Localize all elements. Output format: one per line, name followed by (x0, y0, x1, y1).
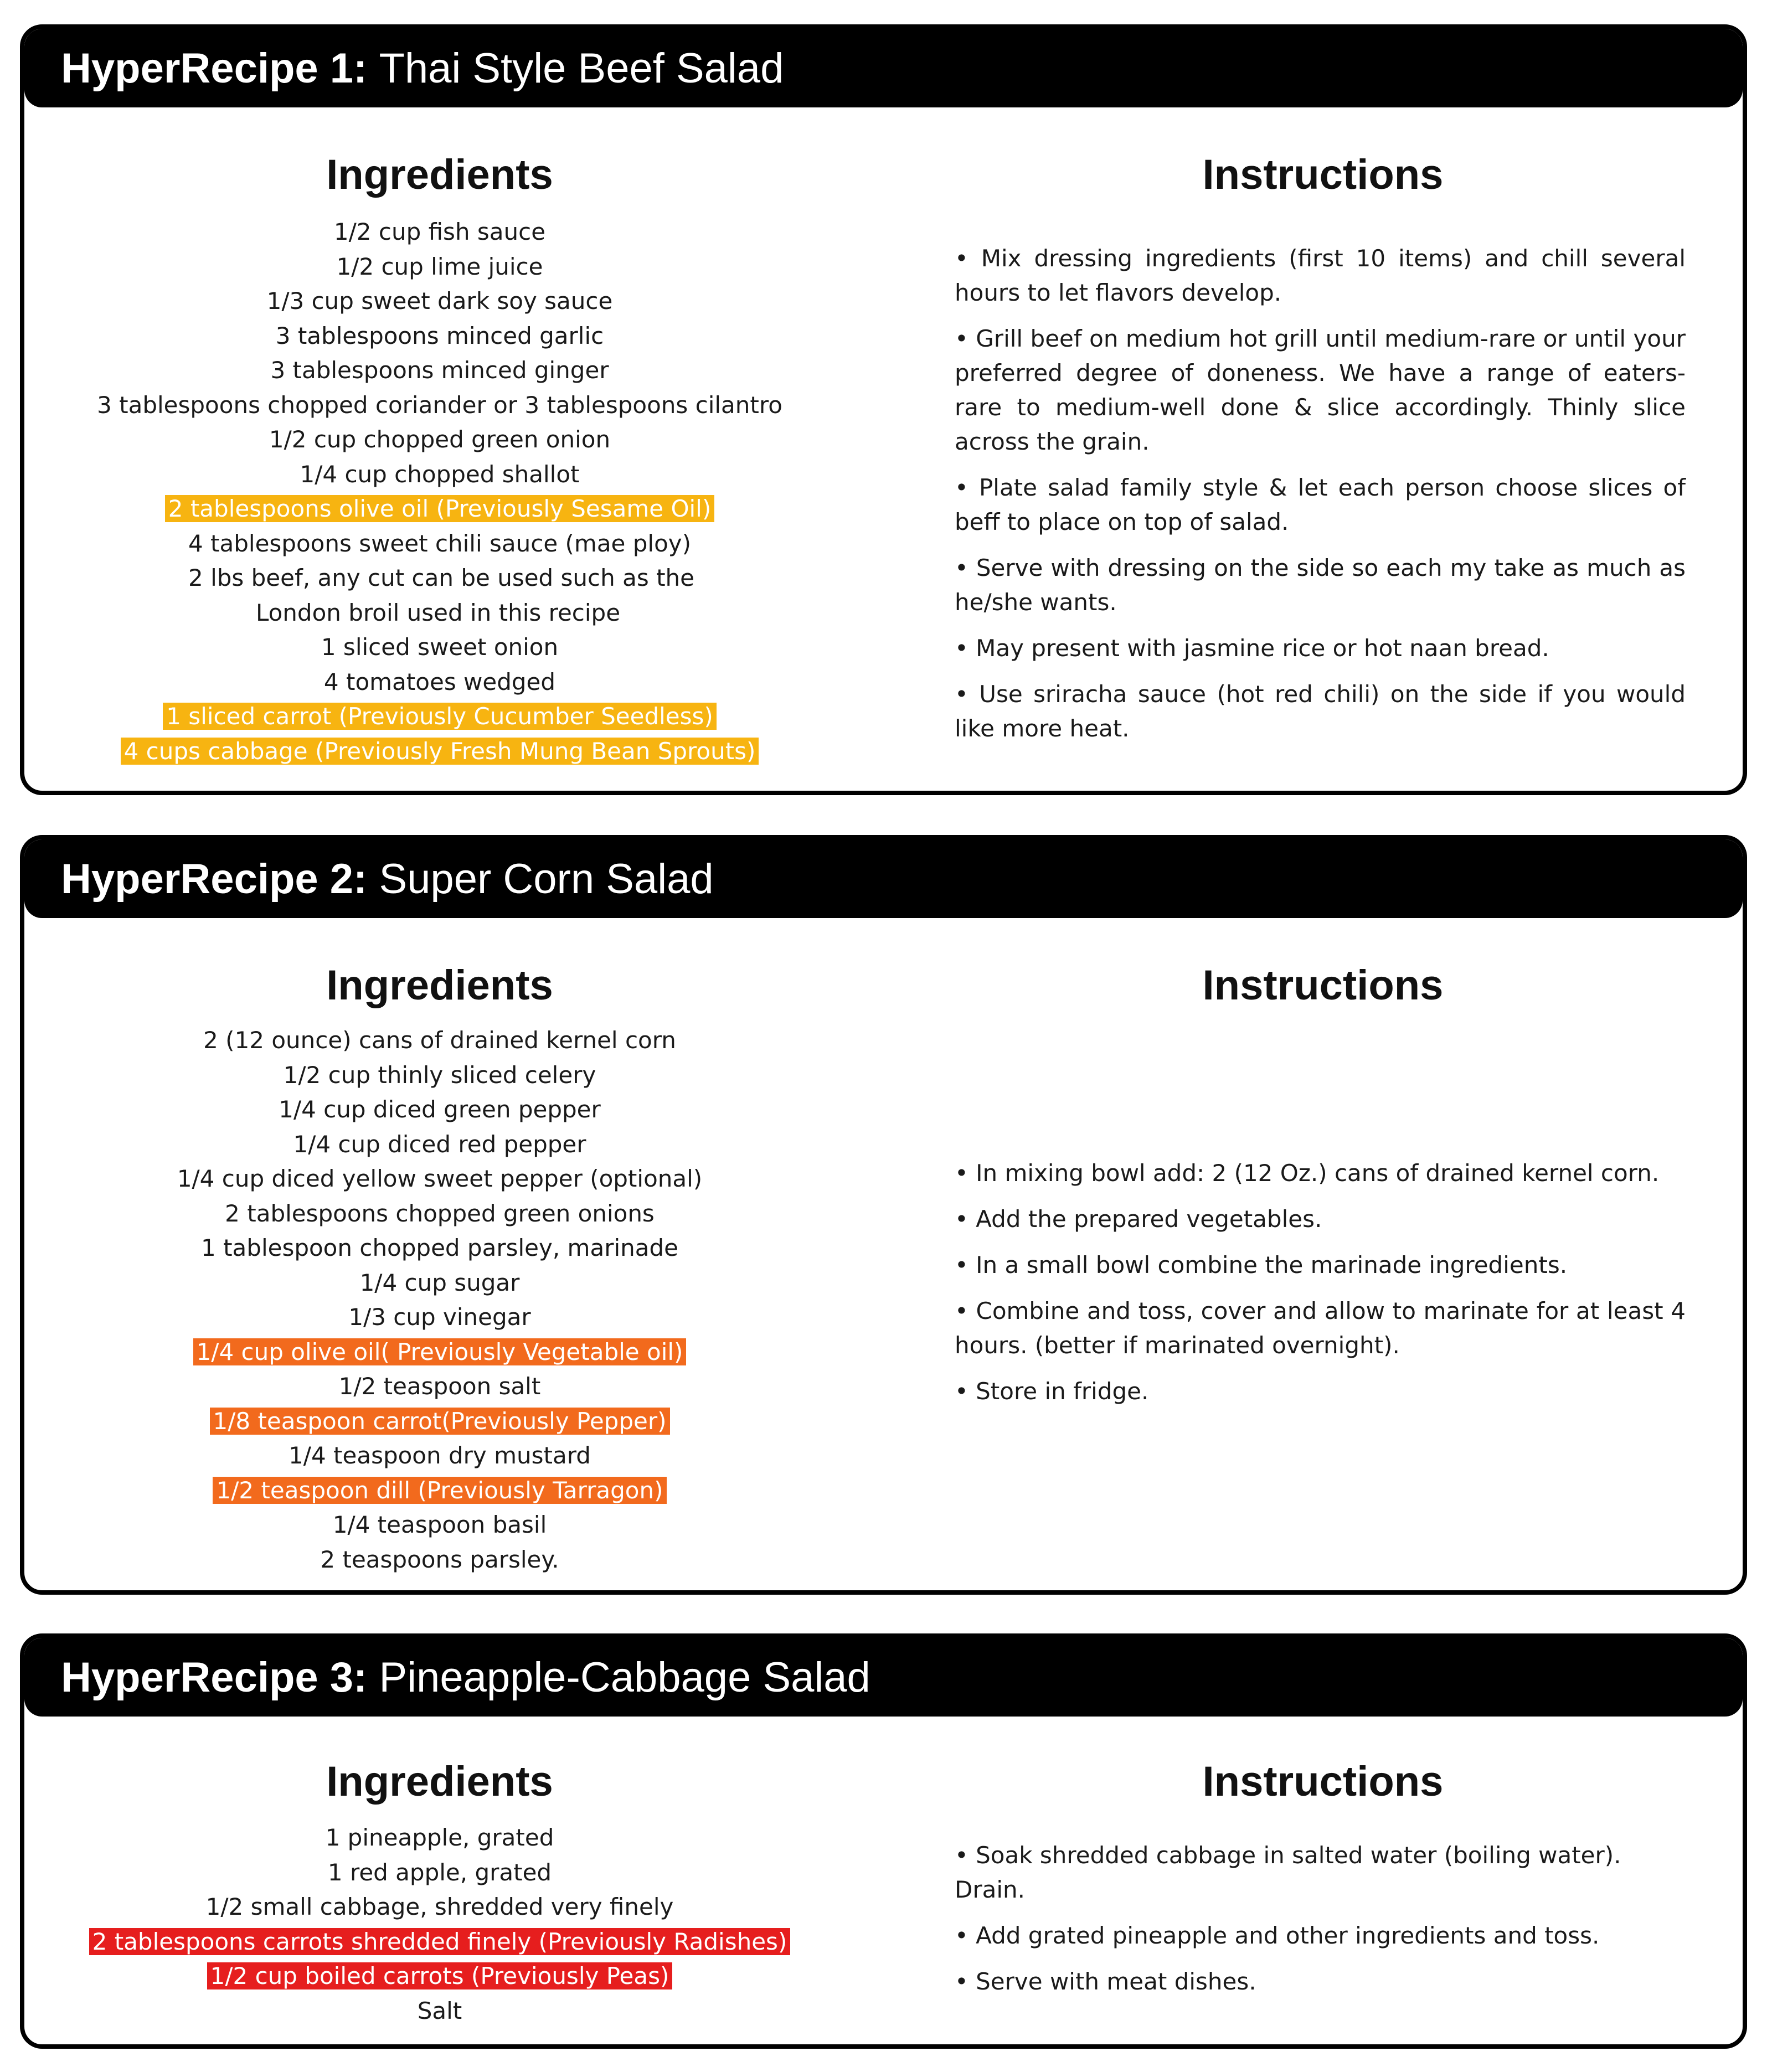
recipe-number: HyperRecipe 3: (61, 1653, 368, 1701)
ingredient-item: 1/4 cup diced red pepper (293, 1130, 586, 1158)
ingredient-item: 1/4 cup sugar (359, 1269, 520, 1296)
ingredients-column (24, 962, 855, 1577)
recipe-card-1 (20, 24, 1747, 795)
bullet-icon (955, 245, 981, 272)
ingredients-list (24, 1821, 855, 2028)
ingredient-item: 3 tablespoons minced ginger (270, 357, 609, 384)
ingredients-heading: Ingredients (326, 1758, 553, 1805)
ingredient-item-substituted: 1/8 teaspoon carrot(Previously Pepper) (24, 1404, 855, 1439)
ingredient-item: 2 (12 ounce) cans of drained kernel corn (203, 1027, 676, 1054)
recipe-header (24, 839, 1743, 918)
ingredient-item: 2 lbs beef, any cut can be used such as the London broil used in this recipe (188, 564, 695, 626)
ingredient-item-substituted: 2 tablespoons carrots shredded finely (Previously Radishes) (24, 1925, 855, 1960)
instruction-step: • Add grated pineapple and other ingredients and toss. (955, 1919, 1686, 1953)
ingredient-item: 1/2 cup fish sauce (333, 218, 546, 245)
bullet-icon (955, 681, 979, 708)
ingredient-item: 1/3 cup vinegar (348, 1303, 531, 1331)
bullet-icon (955, 1159, 976, 1187)
ingredient-item: 1/4 cup chopped shallot (300, 460, 580, 488)
recipe-card-3 (20, 1633, 1747, 2049)
recipe-title: Super Corn Salad (379, 855, 714, 903)
bullet-icon (955, 1378, 976, 1405)
ingredient-item-substituted: 1/2 teaspoon dill (Previously Tarragon) (24, 1473, 855, 1508)
ingredient-item: 1 tablespoon chopped parsley, marinade (201, 1234, 678, 1261)
ingredient-item: 3 tablespoons minced garlic (275, 322, 604, 349)
recipe-title: Thai Style Beef Salad (379, 44, 784, 92)
recipe-card-2 (20, 835, 1747, 1595)
bullet-icon (955, 1922, 976, 1949)
ingredient-item: 1/4 teaspoon basil (332, 1511, 547, 1538)
ingredient-item-substituted: 1/4 cup olive oil( Previously Vegetable oil) (24, 1335, 855, 1370)
bullet-icon (955, 1205, 976, 1233)
ingredient-item: 2 tablespoons chopped green onions (225, 1199, 655, 1227)
instruction-step: • Combine and toss, cover and allow to marinate for at least 4 hours. (better if marinated overnight). (955, 1294, 1686, 1363)
ingredients-column (24, 1758, 855, 2028)
recipe-header (24, 1638, 1743, 1717)
ingredient-item: 1/2 cup lime juice (336, 252, 543, 280)
ingredient-item: 1 sliced sweet onion (321, 633, 559, 661)
instruction-step: • Use sriracha sauce (hot red chili) on the side if you would like more heat. (955, 677, 1686, 746)
ingredient-item: 1 pineapple, grated (325, 1824, 554, 1851)
recipe-number: HyperRecipe 1: (61, 44, 368, 92)
ingredient-item: 1 red apple, grated (327, 1858, 552, 1886)
bullet-icon (955, 325, 976, 352)
ingredients-list (24, 215, 855, 769)
recipe-title: Pineapple-Cabbage Salad (379, 1653, 870, 1701)
ingredient-item: 1/4 teaspoon dry mustard (289, 1442, 591, 1469)
instructions-heading: Instructions (1202, 1758, 1444, 1805)
ingredient-item: 1/3 cup sweet dark soy sauce (266, 287, 613, 315)
instruction-step: • Grill beef on medium hot grill until medium-rare or until your preferred degree of doneness. We have a range of eaters- rare to medium-well done & slice accordingly. Thinly slice across the grain. (955, 322, 1686, 459)
ingredient-item-substituted: 1/2 cup boiled carrots (Previously Peas) (24, 1959, 855, 1994)
ingredient-item-substituted: 2 tablespoons olive oil (Previously Sesame Oil) (24, 492, 855, 527)
instruction-step: • In a small bowl combine the marinade ingredients. (955, 1248, 1686, 1282)
recipe-header (24, 29, 1743, 107)
bullet-icon (955, 474, 979, 501)
bullet-icon (955, 554, 976, 581)
instruction-step: • Serve with dressing on the side so each my take as much as he/she wants. (955, 551, 1686, 620)
ingredient-item: 3 tablespoons chopped coriander or 3 tablespoons cilantro (97, 391, 782, 419)
instructions-list (955, 1838, 1686, 1999)
ingredient-item: 1/2 small cabbage, shredded very finely (205, 1893, 674, 1920)
ingredient-item: 2 teaspoons parsley. (320, 1545, 559, 1573)
bullet-icon (955, 635, 976, 662)
instructions-heading: Instructions (1202, 962, 1444, 1009)
ingredient-item: 4 tablespoons sweet chili sauce (mae ploy) (188, 529, 692, 557)
ingredients-list (24, 1023, 855, 1577)
instruction-step: • May present with jasmine rice or hot naan bread. (955, 631, 1686, 666)
instruction-step: • Store in fridge. (955, 1374, 1686, 1409)
instruction-step: • Mix dressing ingredients (first 10 items) and chill several hours to let flavors develop. (955, 241, 1686, 310)
ingredient-item: 4 tomatoes wedged (323, 668, 556, 695)
ingredient-item: Salt (417, 1997, 462, 2024)
ingredient-item-substituted: 1 sliced carrot (Previously Cucumber Seedless) (24, 699, 855, 734)
instructions-list (955, 1156, 1686, 1409)
bullet-icon (955, 1297, 976, 1324)
ingredients-heading: Ingredients (326, 151, 553, 198)
ingredient-item: 1/4 cup diced green pepper (279, 1096, 601, 1123)
bullet-icon (955, 1842, 976, 1869)
ingredient-item: 1/4 cup diced yellow sweet pepper (optional) (177, 1165, 703, 1192)
instruction-step: • In mixing bowl add: 2 (12 Oz.) cans of drained kernel corn. (955, 1156, 1686, 1190)
instruction-step: • Add the prepared vegetables. (955, 1202, 1686, 1236)
ingredient-item: 1/2 cup thinly sliced celery (283, 1061, 596, 1089)
ingredients-column (24, 151, 855, 769)
ingredient-item-substituted: 4 cups cabbage (Previously Fresh Mung Bean Sprouts) (24, 734, 855, 769)
ingredient-item: 1/2 cup chopped green onion (269, 426, 611, 453)
bullet-icon (955, 1251, 976, 1279)
instructions-list (955, 241, 1686, 746)
instruction-step: • Serve with meat dishes. (955, 1965, 1686, 1999)
instructions-column (955, 1758, 1686, 2011)
instructions-column (955, 151, 1686, 757)
instruction-step: • Soak shredded cabbage in salted water (boiling water). Drain. (955, 1838, 1686, 1907)
ingredient-item: 1/2 teaspoon salt (338, 1373, 541, 1400)
instructions-heading: Instructions (1202, 151, 1444, 198)
ingredients-heading: Ingredients (326, 962, 553, 1009)
instructions-column (955, 962, 1686, 1420)
bullet-icon (955, 1968, 976, 1995)
recipe-number: HyperRecipe 2: (61, 855, 368, 903)
instruction-step: • Plate salad family style & let each person choose slices of beff to place on top of salad. (955, 471, 1686, 539)
